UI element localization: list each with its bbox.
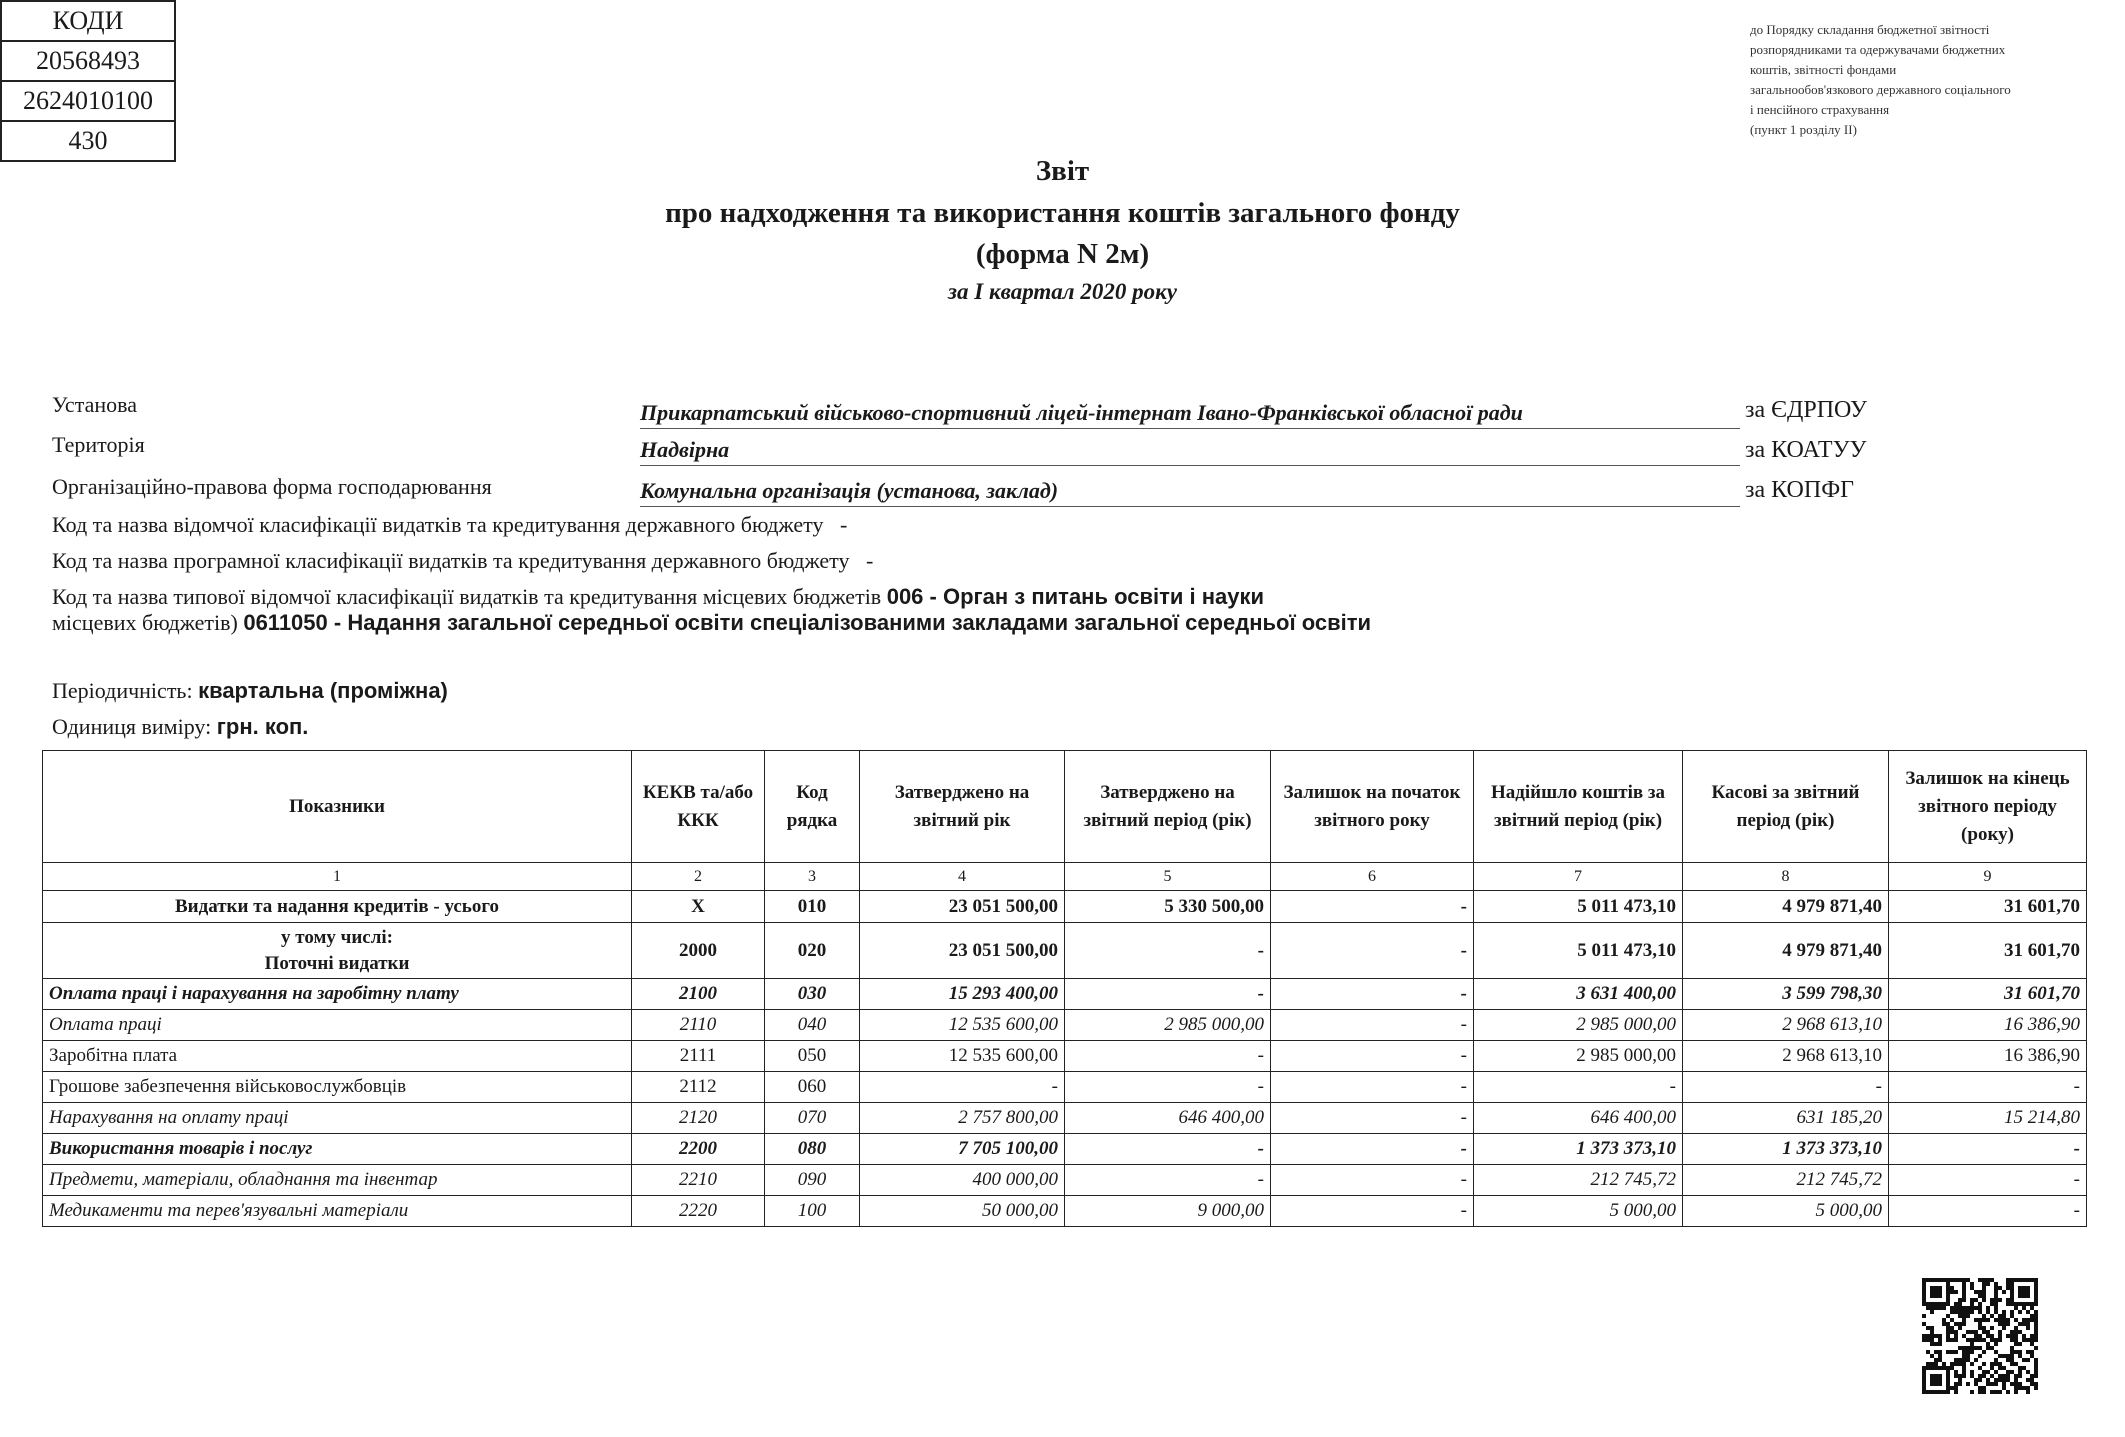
col-header: Затверджено на звітний період (рік) bbox=[1065, 751, 1271, 863]
table-cell: 2111 bbox=[632, 1041, 765, 1072]
periodicity bbox=[52, 678, 448, 704]
table-cell: 2 968 613,10 bbox=[1683, 1041, 1889, 1072]
table-cell: 212 745,72 bbox=[1474, 1165, 1683, 1196]
table-row bbox=[43, 1072, 2087, 1103]
edrpou-code: 20568493 bbox=[1, 41, 175, 81]
table-cell: 2 985 000,00 bbox=[1474, 1010, 1683, 1041]
table-cell: 23 051 500,00 bbox=[860, 923, 1065, 979]
table-cell: 2 757 800,00 bbox=[860, 1103, 1065, 1134]
table-cell: Оплата праці і нарахування на заробітну плату bbox=[43, 979, 632, 1010]
note-line: і пенсійного страхування bbox=[1750, 102, 1890, 117]
table-cell: - bbox=[1474, 1072, 1683, 1103]
table-cell: 9 000,00 bbox=[1065, 1196, 1271, 1227]
table-cell: 070 bbox=[765, 1103, 860, 1134]
report-subtitle: про надходження та використання коштів загального фонду bbox=[665, 197, 1460, 229]
table-cell: 1 373 373,10 bbox=[1683, 1134, 1889, 1165]
table-cell: 020 bbox=[765, 923, 860, 979]
table-cell: 15 214,80 bbox=[1889, 1103, 2087, 1134]
table-cell: 15 293 400,00 bbox=[860, 979, 1065, 1010]
institution-value: Прикарпатський військово-спортивний ліцей-інтернат Івано-Франківської обласної ради bbox=[640, 400, 1740, 429]
table-row bbox=[43, 891, 2087, 923]
column-number: 4 bbox=[860, 863, 1065, 891]
classif-line-1 bbox=[52, 512, 847, 538]
table-cell: - bbox=[1271, 1072, 1474, 1103]
col-header: КЕКВ та/або ККК bbox=[632, 751, 765, 863]
table-cell: Використання товарів і послуг bbox=[43, 1134, 632, 1165]
table-cell: 2200 bbox=[632, 1134, 765, 1165]
table-cell: 080 bbox=[765, 1134, 860, 1165]
territory-value: Надвірна bbox=[640, 437, 1740, 466]
table-cell: 2120 bbox=[632, 1103, 765, 1134]
table-cell: - bbox=[1065, 923, 1271, 979]
classif-line-4 bbox=[52, 610, 1371, 636]
table-cell: - bbox=[1271, 1103, 1474, 1134]
table-row bbox=[43, 923, 2087, 979]
table-cell: 2112 bbox=[632, 1072, 765, 1103]
table-cell: 3 599 798,30 bbox=[1683, 979, 1889, 1010]
column-number: 2 bbox=[632, 863, 765, 891]
column-number: 7 bbox=[1474, 863, 1683, 891]
form-note bbox=[1750, 20, 2100, 140]
table-cell: 2220 bbox=[632, 1196, 765, 1227]
unit-label: Одиниця виміру: bbox=[52, 714, 212, 739]
table-header-row bbox=[43, 751, 2087, 863]
table-row bbox=[43, 1103, 2087, 1134]
note-line: загальнообов'язкового державного соціального bbox=[1750, 82, 2011, 97]
kopfg-code: 430 bbox=[1, 121, 175, 161]
table-row bbox=[43, 1165, 2087, 1196]
col-header: Код рядка bbox=[765, 751, 860, 863]
col-header: Надійшло коштів за звітний період (рік) bbox=[1474, 751, 1683, 863]
table-cell: 23 051 500,00 bbox=[860, 891, 1065, 923]
table-cell: - bbox=[1271, 1165, 1474, 1196]
classif-line-1-label: Код та назва відомчої класифікації видатків та кредитування державного бюджету bbox=[52, 512, 824, 537]
column-number: 3 bbox=[765, 863, 860, 891]
table-cell: 1 373 373,10 bbox=[1474, 1134, 1683, 1165]
table-cell: 400 000,00 bbox=[860, 1165, 1065, 1196]
table-cell: 030 bbox=[765, 979, 860, 1010]
table-cell: - bbox=[1065, 1165, 1271, 1196]
table-cell: 100 bbox=[765, 1196, 860, 1227]
table-cell: 5 000,00 bbox=[1683, 1196, 1889, 1227]
table-cell: 2100 bbox=[632, 979, 765, 1010]
report-form-number: (форма N 2м) bbox=[975, 238, 1150, 270]
table-cell: 050 bbox=[765, 1041, 860, 1072]
table-cell: 5 330 500,00 bbox=[1065, 891, 1271, 923]
table-cell: - bbox=[1271, 923, 1474, 979]
col-header: Касові за звітний період (рік) bbox=[1683, 751, 1889, 863]
koatuu-code: 2624010100 bbox=[1, 81, 175, 121]
classif-line-3 bbox=[52, 584, 1264, 610]
classif-line-3-value: 006 - Орган з питань освіти і науки bbox=[886, 584, 1265, 609]
unit-value: грн. коп. bbox=[216, 714, 309, 739]
table-cell: - bbox=[1889, 1196, 2087, 1227]
table-cell: 31 601,70 bbox=[1889, 891, 2087, 923]
classif-line-2 bbox=[52, 548, 873, 574]
table-cell: 2 985 000,00 bbox=[1065, 1010, 1271, 1041]
unit bbox=[52, 714, 308, 740]
table-cell: Видатки та надання кредитів - усього bbox=[43, 891, 632, 923]
note-line: (пункт 1 розділу II) bbox=[1750, 122, 1857, 137]
table-row bbox=[43, 1196, 2087, 1227]
institution-label: Установа bbox=[52, 392, 137, 417]
table-cell: 3 631 400,00 bbox=[1474, 979, 1683, 1010]
column-number-row bbox=[43, 863, 2087, 891]
table-cell: 5 011 473,10 bbox=[1474, 923, 1683, 979]
table-cell: 50 000,00 bbox=[860, 1196, 1065, 1227]
table-cell: - bbox=[1889, 1072, 2087, 1103]
codes-header: КОДИ bbox=[1, 1, 175, 41]
table-cell: Нарахування на оплату праці bbox=[43, 1103, 632, 1134]
edrpou-label: за ЄДРПОУ bbox=[1745, 397, 1868, 423]
table-cell: 7 705 100,00 bbox=[860, 1134, 1065, 1165]
table-cell: - bbox=[1271, 1041, 1474, 1072]
table-cell: Заробітна плата bbox=[43, 1041, 632, 1072]
col-header: Залишок на кінець звітного періоду (року) bbox=[1889, 751, 2087, 863]
note-line: до Порядку складання бюджетної звітності bbox=[1750, 22, 1990, 37]
table-cell: 631 185,20 bbox=[1683, 1103, 1889, 1134]
report-title: Звіт bbox=[1035, 155, 1090, 187]
territory-label: Територія bbox=[52, 432, 145, 457]
table-cell: - bbox=[1271, 1196, 1474, 1227]
table-cell: - bbox=[1271, 979, 1474, 1010]
table-cell: у тому числі: Поточні видатки bbox=[43, 923, 632, 979]
table-cell: 4 979 871,40 bbox=[1683, 923, 1889, 979]
table-cell: - bbox=[1271, 1134, 1474, 1165]
table-cell: 5 011 473,10 bbox=[1474, 891, 1683, 923]
table-cell: 12 535 600,00 bbox=[860, 1041, 1065, 1072]
table-cell: 2 985 000,00 bbox=[1474, 1041, 1683, 1072]
table-cell: 2210 bbox=[632, 1165, 765, 1196]
classif-line-2-label: Код та назва програмної класифікації видатків та кредитування державного бюджету bbox=[52, 548, 850, 573]
table-cell: 12 535 600,00 bbox=[860, 1010, 1065, 1041]
table-cell: Предмети, матеріали, обладнання та інвентар bbox=[43, 1165, 632, 1196]
kopfg-label: за КОПФГ bbox=[1745, 477, 1855, 503]
table-cell: 2110 bbox=[632, 1010, 765, 1041]
table-cell: - bbox=[1065, 1041, 1271, 1072]
table-cell: 16 386,90 bbox=[1889, 1010, 2087, 1041]
classif-line-1-value: - bbox=[839, 512, 848, 537]
table-cell: Оплата праці bbox=[43, 1010, 632, 1041]
col-header: Показники bbox=[43, 751, 632, 863]
table-cell: - bbox=[1889, 1134, 2087, 1165]
table-cell: 2000 bbox=[632, 923, 765, 979]
org-form-value: Комунальна організація (установа, заклад) bbox=[640, 478, 1740, 507]
table-row bbox=[43, 1041, 2087, 1072]
table-cell: 2 968 613,10 bbox=[1683, 1010, 1889, 1041]
table-cell: - bbox=[1065, 1072, 1271, 1103]
qr-code-icon bbox=[1922, 1278, 2038, 1394]
table-cell: 5 000,00 bbox=[1474, 1196, 1683, 1227]
column-number: 1 bbox=[43, 863, 632, 891]
table-cell: 040 bbox=[765, 1010, 860, 1041]
table-cell: Медикаменти та перев'язувальні матеріали bbox=[43, 1196, 632, 1227]
classif-line-4-value: 0611050 - Надання загальної середньої освіти спеціалізованими закладами загальної середньої освіти bbox=[243, 610, 1372, 635]
classif-line-4-label: місцевих бюджетів) bbox=[52, 610, 238, 635]
table-cell: - bbox=[1889, 1165, 2087, 1196]
table-cell: - bbox=[860, 1072, 1065, 1103]
table-cell: - bbox=[1065, 979, 1271, 1010]
table-cell: 646 400,00 bbox=[1474, 1103, 1683, 1134]
table-row bbox=[43, 979, 2087, 1010]
table-cell: 212 745,72 bbox=[1683, 1165, 1889, 1196]
table-cell: 31 601,70 bbox=[1889, 923, 2087, 979]
note-line: розпорядниками та одержувачами бюджетних bbox=[1750, 42, 2006, 57]
report-table bbox=[42, 750, 2087, 1227]
column-number: 6 bbox=[1271, 863, 1474, 891]
table-cell: X bbox=[632, 891, 765, 923]
table-cell: 646 400,00 bbox=[1065, 1103, 1271, 1134]
table-cell: 4 979 871,40 bbox=[1683, 891, 1889, 923]
col-header: Залишок на початок звітного року bbox=[1271, 751, 1474, 863]
table-row bbox=[43, 1010, 2087, 1041]
column-number: 5 bbox=[1065, 863, 1271, 891]
table-cell: - bbox=[1683, 1072, 1889, 1103]
table-cell: 16 386,90 bbox=[1889, 1041, 2087, 1072]
codes-table bbox=[0, 0, 176, 162]
col-header: Затверджено на звітний рік bbox=[860, 751, 1065, 863]
classif-line-2-value: - bbox=[865, 548, 874, 573]
table-cell: Грошове забезпечення військовослужбовців bbox=[43, 1072, 632, 1103]
table-cell: 060 bbox=[765, 1072, 860, 1103]
column-number: 9 bbox=[1889, 863, 2087, 891]
report-period: за I квартал 2020 року bbox=[948, 279, 1177, 304]
koatuu-label: за КОАТУУ bbox=[1745, 437, 1867, 463]
table-cell: 090 bbox=[765, 1165, 860, 1196]
table-cell: - bbox=[1065, 1134, 1271, 1165]
table-cell: - bbox=[1271, 891, 1474, 923]
column-number: 8 bbox=[1683, 863, 1889, 891]
periodicity-value: квартальна (проміжна) bbox=[198, 678, 448, 703]
table-cell: - bbox=[1271, 1010, 1474, 1041]
table-cell: 31 601,70 bbox=[1889, 979, 2087, 1010]
classif-line-3-label: Код та назва типової відомчої класифікації видатків та кредитування місцевих бюджетів bbox=[52, 584, 882, 609]
note-line: коштів, звітності фондами bbox=[1750, 62, 1897, 77]
periodicity-label: Періодичність: bbox=[52, 678, 193, 703]
org-form-label: Організаційно-правова форма господарювання bbox=[52, 474, 492, 499]
table-cell: 010 bbox=[765, 891, 860, 923]
table-row bbox=[43, 1134, 2087, 1165]
